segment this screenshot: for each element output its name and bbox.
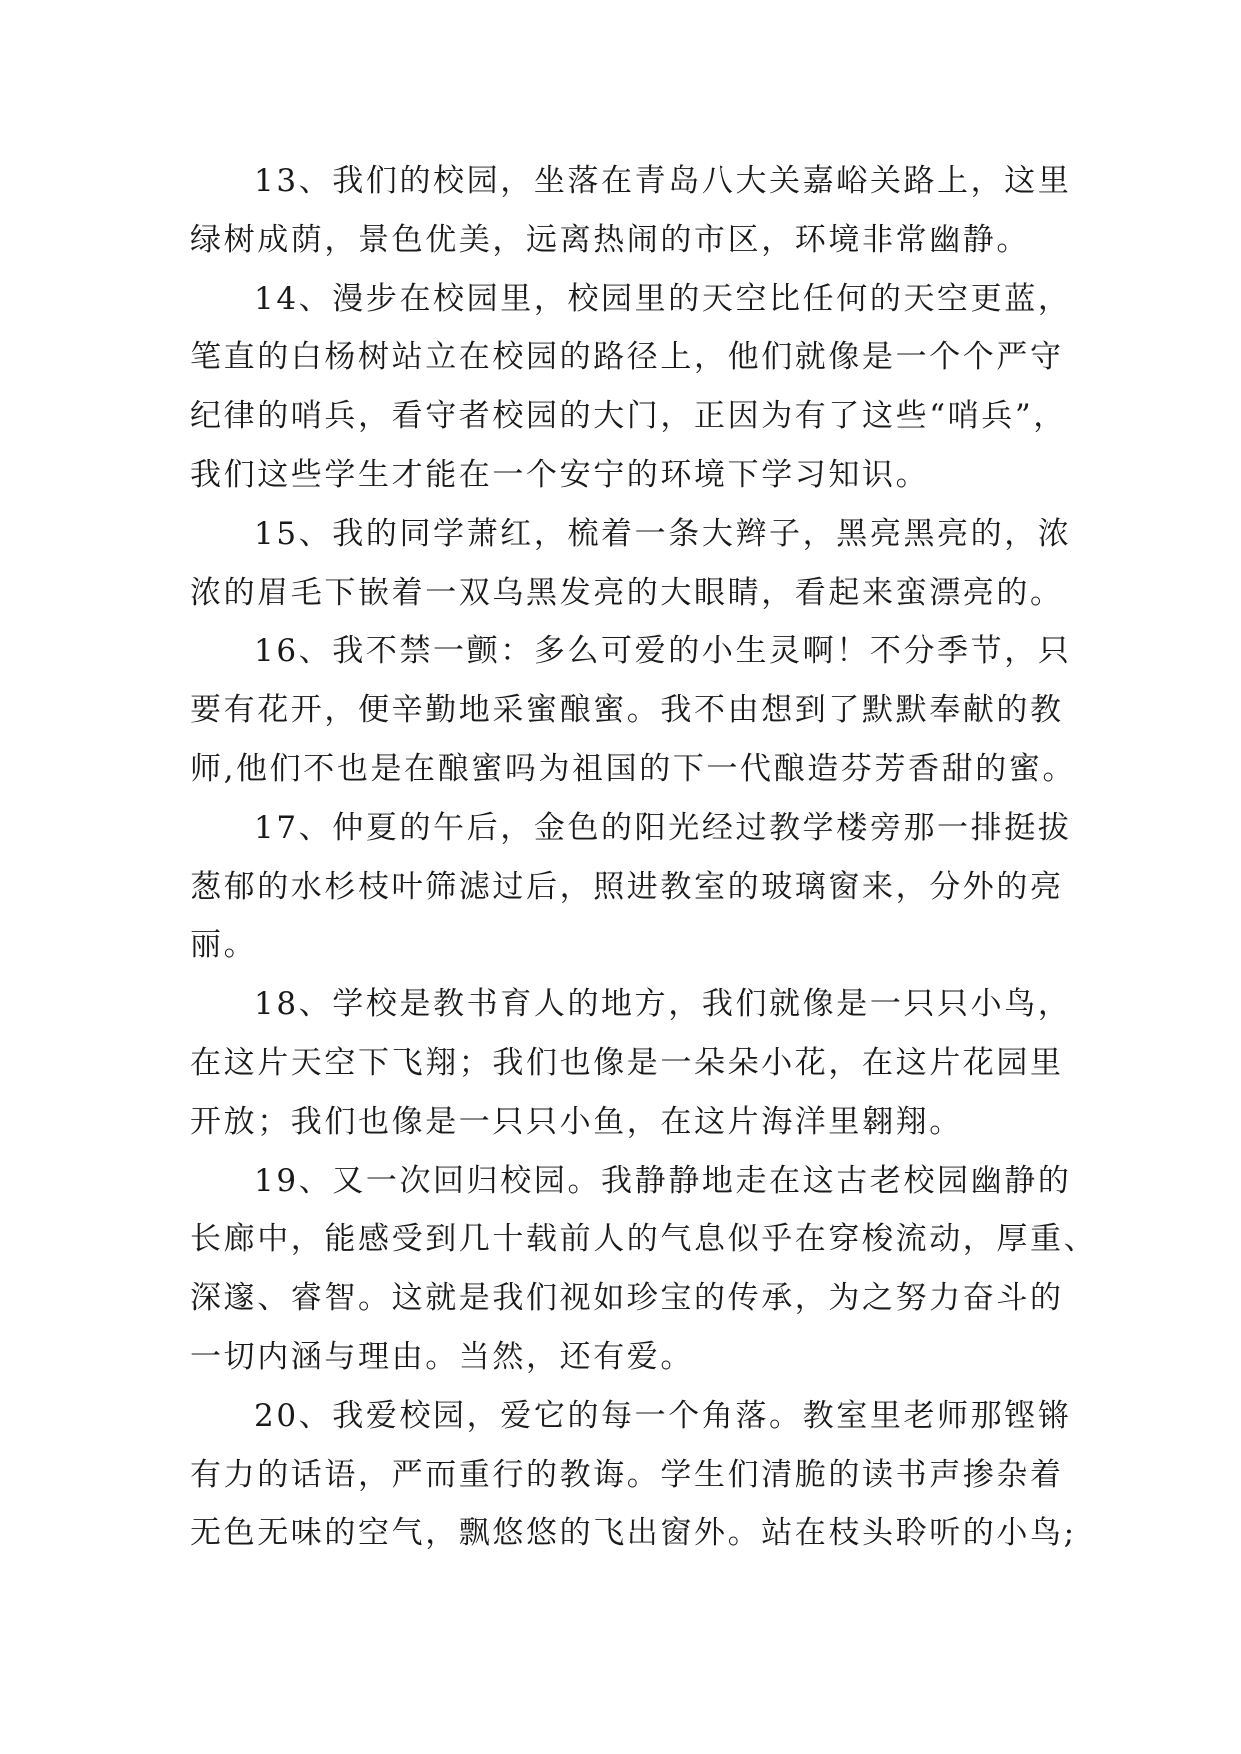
paragraph-16 xyxy=(190,622,1077,798)
text-line: 18、学校是教书育人的地方，我们就像是一只只小鸟， xyxy=(254,986,1072,1023)
text-line: 长廊中，能感受到几十载前人的气息似乎在穿梭流动，厚重、 xyxy=(190,1221,1098,1258)
paragraph-18 xyxy=(190,975,1070,1151)
text-line: 15、我的同学萧红，梳着一条大辫子，黑亮黑亮的，浓 xyxy=(254,515,1072,552)
paragraph-15 xyxy=(190,505,1070,623)
text-line: 绿树成荫，景色优美，远离热闹的市区，环境非常幽静。 xyxy=(190,221,1030,258)
text-line: 浓的眉毛下嵌着一双乌黑发亮的大眼睛，看起来蛮漂亮的。 xyxy=(190,574,1064,611)
paragraph-17 xyxy=(190,799,1070,975)
text-line: 有力的话语，严而重行的教诲。学生们清脆的读书声掺杂着 xyxy=(190,1456,1064,1493)
text-line: 20、我爱校园，爱它的每一个角落。教室里老师那铿锵 xyxy=(254,1397,1072,1434)
text-line: 要有花开，便辛勤地采蜜酿蜜。我不由想到了默默奉献的教 xyxy=(190,692,1064,729)
text-line: 我们这些学生才能在一个安宁的环境下学习知识。 xyxy=(190,456,930,493)
text-line: 丽。 xyxy=(190,927,258,964)
text-line: 19、又一次回归校园。我静静地走在这古老校园幽静的 xyxy=(254,1162,1072,1199)
text-line: 16、我不禁一颤：多么可爱的小生灵啊！不分季节，只 xyxy=(254,633,1072,670)
text-line: 葱郁的水杉枝叶筛滤过后，照进教室的玻璃窗来，分外的亮 xyxy=(190,868,1064,905)
text-line: 13、我们的校园，坐落在青岛八大关嘉峪关路上，这里 xyxy=(254,163,1072,199)
text-line: 师,他们不也是在酿蜜吗为祖国的下一代酿造芬芳香甜的蜜。 xyxy=(190,750,1077,787)
text-line: 17、仲夏的午后，金色的阳光经过教学楼旁那一排挺拔 xyxy=(254,809,1072,846)
paragraph-14 xyxy=(190,270,1070,505)
text-line: 无色无味的空气，飘悠悠的飞出窗外。站在枝头聆听的小鸟; xyxy=(190,1515,1077,1552)
text-line: 笔直的白杨树站立在校园的路径上，他们就像是一个个严守 xyxy=(190,339,1064,376)
paragraph-20 xyxy=(190,1387,1077,1563)
text-line: 在这片天空下飞翔；我们也像是一朵朵小花，在这片花园里 xyxy=(190,1044,1064,1081)
text-line: 深邃、睿智。这就是我们视如珍宝的传承，为之努力奋斗的 xyxy=(190,1280,1064,1317)
text-line: 纪律的哨兵，看守者校园的大门，正因为有了这些“哨兵”， xyxy=(190,398,1067,435)
text-line: 一切内涵与理由。当然，还有爱。 xyxy=(190,1338,694,1375)
paragraph-13 xyxy=(190,152,1070,270)
document-body xyxy=(190,152,1098,1563)
text-line: 开放；我们也像是一只只小鱼，在这片海洋里翱翔。 xyxy=(190,1103,963,1140)
paragraph-19 xyxy=(190,1152,1098,1387)
text-line: 14、漫步在校园里，校园里的天空比任何的天空更蓝， xyxy=(254,280,1072,317)
